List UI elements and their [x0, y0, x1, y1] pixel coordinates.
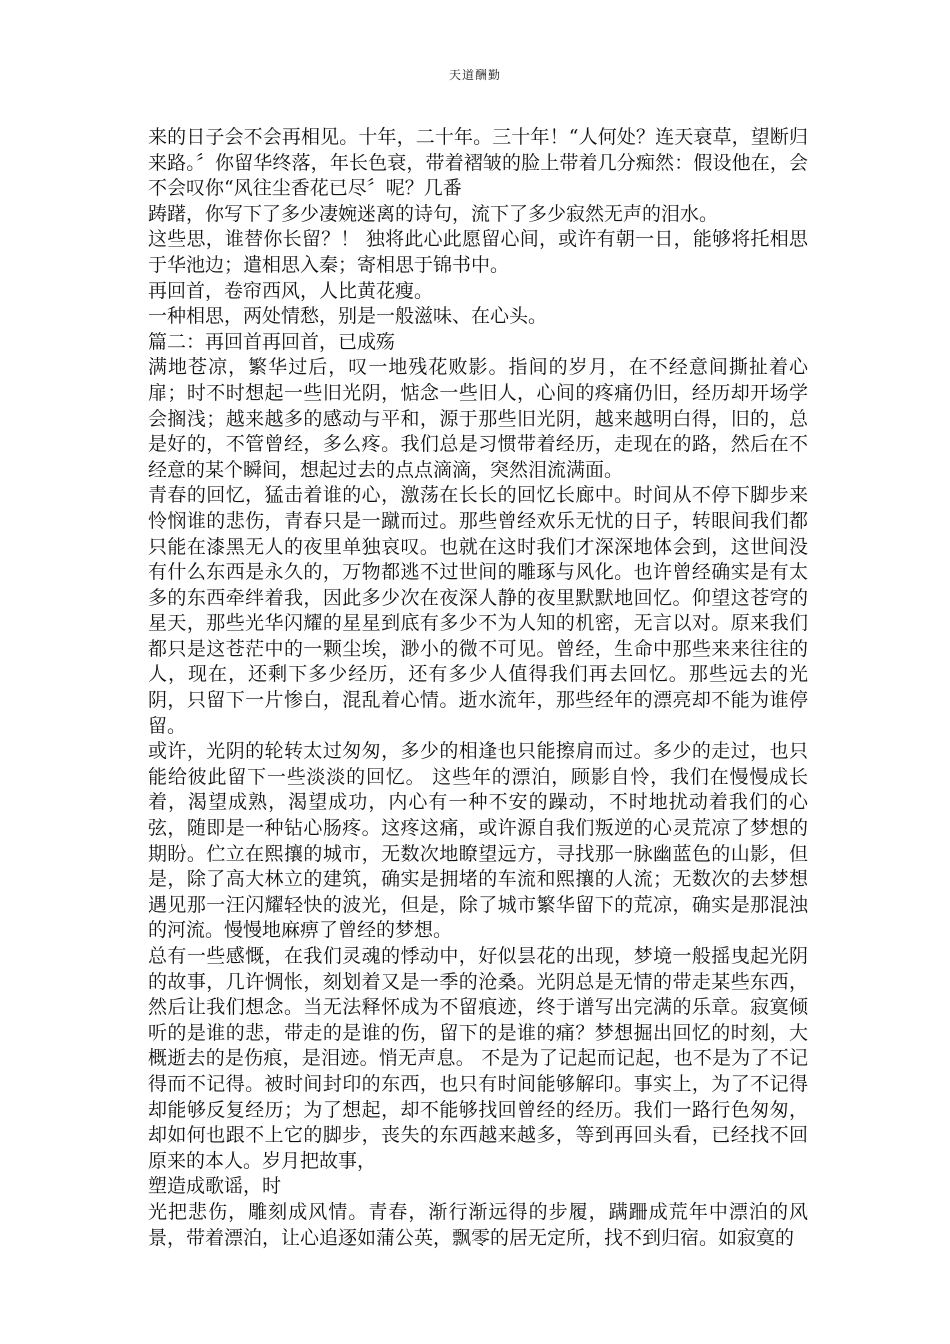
document-body: [148, 125, 808, 1251]
section-heading: 篇二：再回首再回首，已成殇: [148, 330, 396, 353]
paragraph: 或许，光阴的轮转太过匆匆，多少的相逢也只能擦肩而过。多少的走过，也只能给彼此留下一些淡淡的回忆。 这些年的漂泊，顾影自怜，我们在慢慢成长着，渴望成熟，渴望成功，内心有一种不安的躁动，不时地扰动着我们的心弦，随即是一种钻心肠疼。这疼这痛，或许源自我们叛逆的心灵荒凉了梦想的期盼。伫立在熙攘的城市，无数次地瞭望远方，寻找那一脉幽蓝色的山影，但是，除了高大林立的建筑，确实是拥堵的车流和熙攘的人流；无数次的去梦想遇见那一汪闪耀轻快的波光，但是，除了城市繁华留下的荒凉，确实是那混浊的河流。慢慢地麻痹了曾经的梦想。: [148, 740, 808, 942]
paragraph: 塑造成歌谣，时: [148, 1175, 282, 1198]
paragraph: 这些思，谁替你长留？！ 独将此心此愿留心间，或许有朝一日，能够将托相思于华池边；遣相思入秦；寄相思于锦书中。: [148, 228, 808, 276]
paragraph: 来的日子会不会再相见。十年，二十年。三十年！“人何处？连天衰草，望断归来路。〞你留华终落，年长色衰，带着褶皱的脸上带着几分痴然：假设他在，会不会叹你“风往尘香花已尽〞呢？几番: [148, 126, 808, 200]
paragraph: 满地苍凉，繁华过后，叹一地残花败影。指间的岁月，在不经意间撕扯着心扉；时不时想起一些旧光阴，惦念一些旧人，心间的疼痛仍旧，经历却开场学会搁浅；越来越多的感动与平和，源于那些旧光阴，越来越明白得，旧的，总是好的，不管曾经，多么疼。我们总是习惯带着经历，走现在的路，然后在不经意的某个瞬间，想起过去的点点滴滴，突然泪流满面。: [148, 356, 808, 481]
paragraph: 青春的回忆，猛击着谁的心，激荡在长长的回忆长廊中。时间从不停下脚步来怜悯谁的悲伤，青春只是一蹴而过。那些曾经欢乐无忧的日子，转眼间我们都只能在漆黑无人的夜里单独哀叹。也就在这时我们才深深地体会到，这世间没有什么东西是永久的，万物都逃不过世间的雕琢与风化。也许曾经确实是有太多的东西牵绊着我，因此多少次在夜深人静的夜里默默地回忆。仰望这苍穹的星天，那些光华闪耀的星星到底有多少不为人知的机密，无言以对。原来我们都只是这苍茫中的一颗尘埃，渺小的微不可见。曾经，生命中那些来来往往的人，现在，还剩下多少经历，还有多少人值得我们再去回忆。那些远去的光阴，只留下一片惨白，混乱着心情。逝水流年，那些经年的漂亮却不能为谁停留。: [148, 484, 808, 737]
paragraph: 踌躇，你写下了多少凄婉迷离的诗句，流下了多少寂然无声的泪水。: [148, 202, 719, 225]
paragraph: 光把悲伤，雕刻成风情。青春，渐行渐远得的步履，蹒跚成荒年中漂泊的风景，带着漂泊，让心追逐如蒲公英，飘零的居无定所，找不到归宿。如寂寞的: [148, 1200, 808, 1249]
paragraph: 总有一些感慨，在我们灵魂的悸动中，好似昙花的出现，梦境一般摇曳起光阴的故事，几许惆怅，刻划着又是一季的沧桑。光阴总是无情的带走某些东西，然后让我们想念。当无法释怀成为不留痕迹，终于谱写出完满的乐章。寂寞倾听的是谁的悲，带走的是谁的伤，留下的是谁的痛？梦想掘出回忆的时刻，大概逝去的是伤痕，是泪迹。悄无声息。 不是为了记起而记起，也不是为了不记得而不记得。被时间封印的东西，也只有时间能够解印。事实上，为了不记得却能够反复经历；为了想起，却不能够找回曾经的经历。我们一路行色匆匆，却如何也跟不上它的脚步，丧失的东西越来越多，等到再回头看，已经找不回原来的本人。岁月把故事，: [148, 945, 808, 1172]
page-header: 天道酬勤: [448, 68, 501, 82]
paragraph: 再回首，卷帘西风，人比黄花瘦。: [148, 279, 434, 302]
paragraph: 一种相思，两处情愁，别是一般滋味、在心头。: [148, 305, 548, 328]
